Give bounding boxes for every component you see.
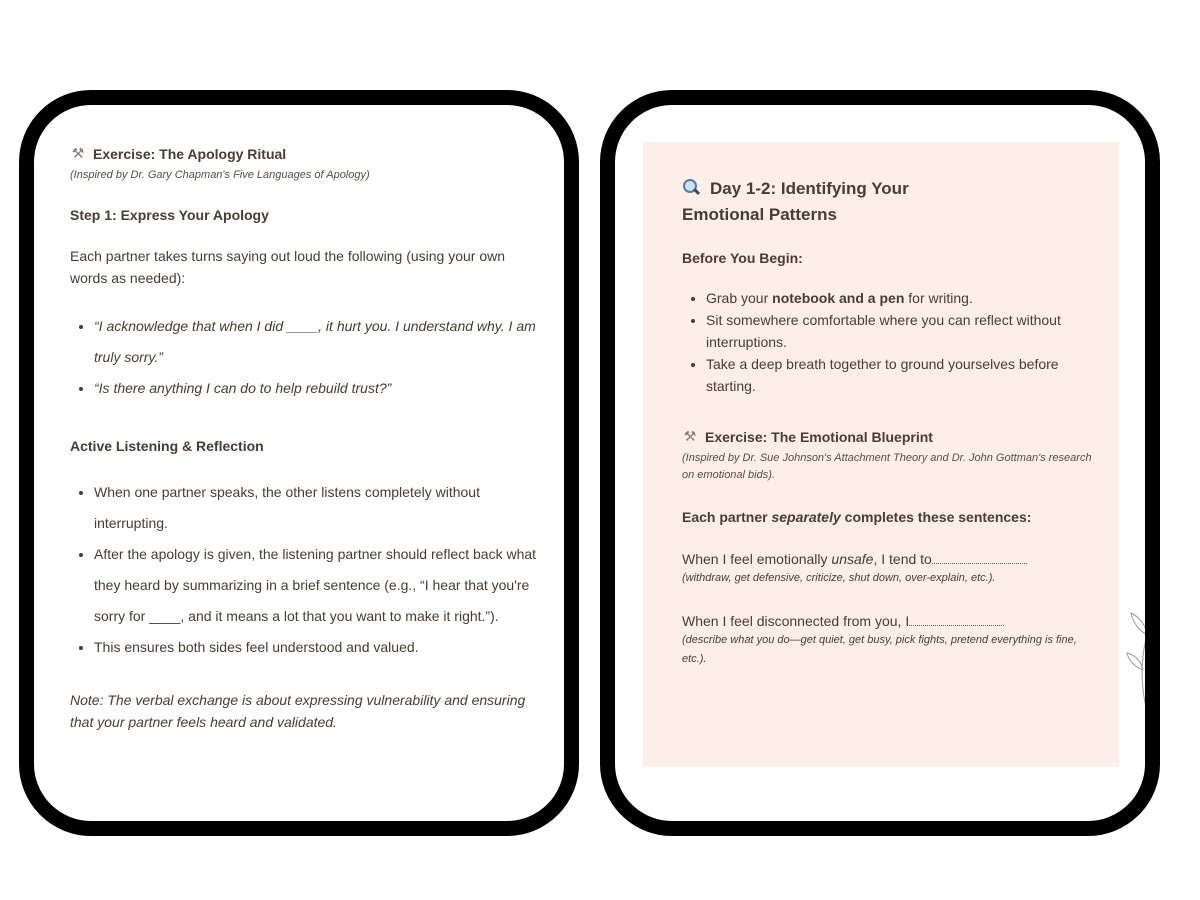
left-page-frame [19, 90, 579, 836]
instruction: Each partner separately completes these sentences: [682, 509, 1032, 525]
apology-quotes-list [70, 311, 540, 404]
listening-points-list [70, 477, 540, 663]
inspired-by-note: (Inspired by Dr. Gary Chapman's Five Languages of Apology) [70, 169, 370, 181]
sentence-2-hint: (describe what you do—get quiet, get busy, pick fights, pretend everything is fine, etc.). [682, 634, 1077, 665]
list-item: • “Is there anything I can do to help rebuild trust?” [94, 373, 540, 404]
hammer-wrench-icon: ⚒ [71, 145, 85, 161]
apology-ritual-page [70, 145, 540, 733]
emotional-patterns-panel [643, 142, 1119, 767]
sentence-2: When I feel disconnected from you, I [682, 611, 1102, 631]
list-item: • Take a deep breath together to ground yourselves before starting. [706, 353, 1102, 397]
day-heading [682, 176, 962, 228]
exercise-title: Exercise: The Emotional Blueprint [705, 428, 933, 445]
list-item: • “I acknowledge that when I did ____, it hurt you. I understand why. I am truly sorry.” [94, 311, 540, 373]
exercise-title: Exercise: The Apology Ritual [93, 145, 287, 162]
step1-intro: Each partner takes turns saying out loud the following (using your own words as needed): [70, 248, 506, 286]
sentence-1-hint: (withdraw, get defensive, criticize, shut down, over-explain, etc.). [682, 572, 996, 584]
right-page-frame [600, 90, 1160, 836]
floral-decoration [1121, 575, 1160, 735]
list-item: • Sit somewhere comfortable where you can reflect without interruptions. [706, 309, 1102, 353]
listening-title: Active Listening & Reflection [70, 438, 264, 454]
fill-blank[interactable] [932, 549, 1027, 564]
emotional-patterns-page [682, 176, 1102, 669]
fill-blank[interactable] [909, 611, 1004, 626]
list-item: • After the apology is given, the listening partner should reflect back what they heard by summarizing in a brief sentence (e.g., “I hear that you're sorry for ____, and it means a lot that you want to make it right.”). [94, 539, 540, 632]
list-item: • This ensures both sides feel understood and valued. [94, 632, 540, 663]
list-item: • When one partner speaks, the other listens completely without interrupting. [94, 477, 540, 539]
before-list [682, 287, 1102, 397]
before-title: Before You Begin: [682, 250, 803, 266]
step1-title: Step 1: Express Your Apology [70, 207, 269, 223]
hammer-wrench-icon: ⚒ [683, 428, 697, 444]
inspired-by-note: (Inspired by Dr. Sue Johnson's Attachment Theory and Dr. John Gottman's research on emotional bids). [682, 452, 1092, 481]
exercise-heading [682, 428, 1102, 445]
day-title: Day 1-2: Identifying Your Emotional Patterns [682, 179, 909, 224]
list-item: • Grab your notebook and a pen for writing. [706, 287, 1102, 309]
exercise-heading [70, 145, 540, 162]
note-text: Note: The verbal exchange is about expressing vulnerability and ensuring that your partner feels heard and validated. [70, 692, 526, 730]
magnifying-glass-icon [682, 178, 700, 196]
sentence-1: When I feel emotionally unsafe, I tend to [682, 549, 1102, 569]
